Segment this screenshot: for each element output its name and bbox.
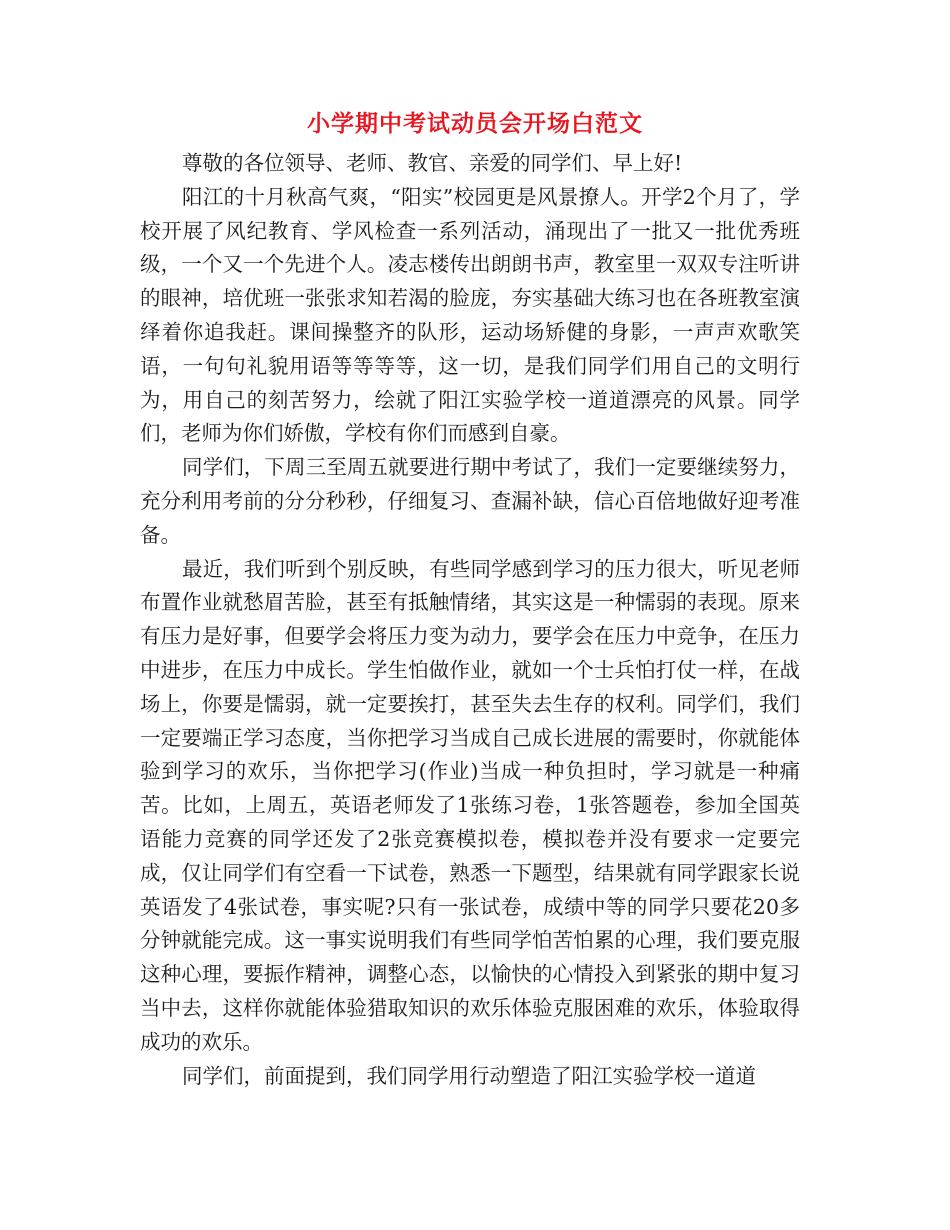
paragraph-campus-scenery: 阳江的十月秋高气爽，“阳实”校园更是风景撩人。开学2个月了，学校开展了风纪教育、学风检查一系列活动，涌现出了一批又一批优秀班级，一个又一个先进个人。凌志楼传出朗朗书声，教室里一双双专注听讲的眼神，培优班一张张求知若渴的脸庞，夯实基础大练习也在各班教室演绎着你追我赶。课间操整齐的队形，运动场矫健的身影，一声声欢歌笑语，一句句礼貌用语等等等等，这一切，是我们同学们用自己的文明行为，用自己的刻苦努力，绘就了阳江实验学校一道道漂亮的风景。同学们，老师为你们娇傲，学校有你们而感到自豪。 (140, 184, 800, 446)
document-title: 小学期中考试动员会开场白范文 (307, 110, 643, 137)
paragraph-greeting: 尊敬的各位领导、老师、教官、亲爱的同学们、早上好! (182, 151, 683, 175)
paragraph-continuation: 同学们，前面提到，我们同学用行动塑造了阳江实验学校一道道 (182, 1063, 756, 1088)
paragraph-exam-notice: 同学们，下周三至周五就要进行期中考试了，我们一定要继续努力，充分利用考前的分分秒秒，仔细复习、查漏补缺，信心百倍地做好迎考准备。 (140, 455, 800, 547)
document-body (140, 147, 800, 1093)
paragraph-study-pressure: 最近，我们听到个别反映，有些同学感到学习的压力很大，听见老师布置作业就愁眉苦脸，甚至有抵触情绪，其实这是一种懦弱的表现。原来有压力是好事，但要学会将压力变为动力，要学会在压力中竞争，在压力中进步，在压力中成长。学生怕做作业，就如一个士兵怕打仗一样，在战场上，你要是懦弱，就一定要挨打，甚至失去生存的权利。同学们，我们一定要端正学习态度，当你把学习当成自己成长进展的需要时，你就能体验到学习的欢乐，当你把学习(作业)当成一种负担时，学习就是一种痛苦。比如，上周五，英语老师发了1张练习卷，1张答题卷，参加全国英语能力竞赛的同学还发了2张竞赛模拟卷，模拟卷并没有要求一定要完成，仅让同学们有空看一下试卷，熟悉一下题型，结果就有同学跟家长说英语发了4张试卷，事实呢?只有一张试卷，成绩中等的同学只要花20多分钟就能完成。这一事实说明我们有些同学怕苦怕累的心理，我们要克服这种心理，要振作精神，调整心态，以愉快的心情投入到紧张的期中复习当中去，这样你就能体验猎取知识的欢乐体验克服困难的欢乐，体验取得成功的欢乐。 (140, 556, 800, 1054)
